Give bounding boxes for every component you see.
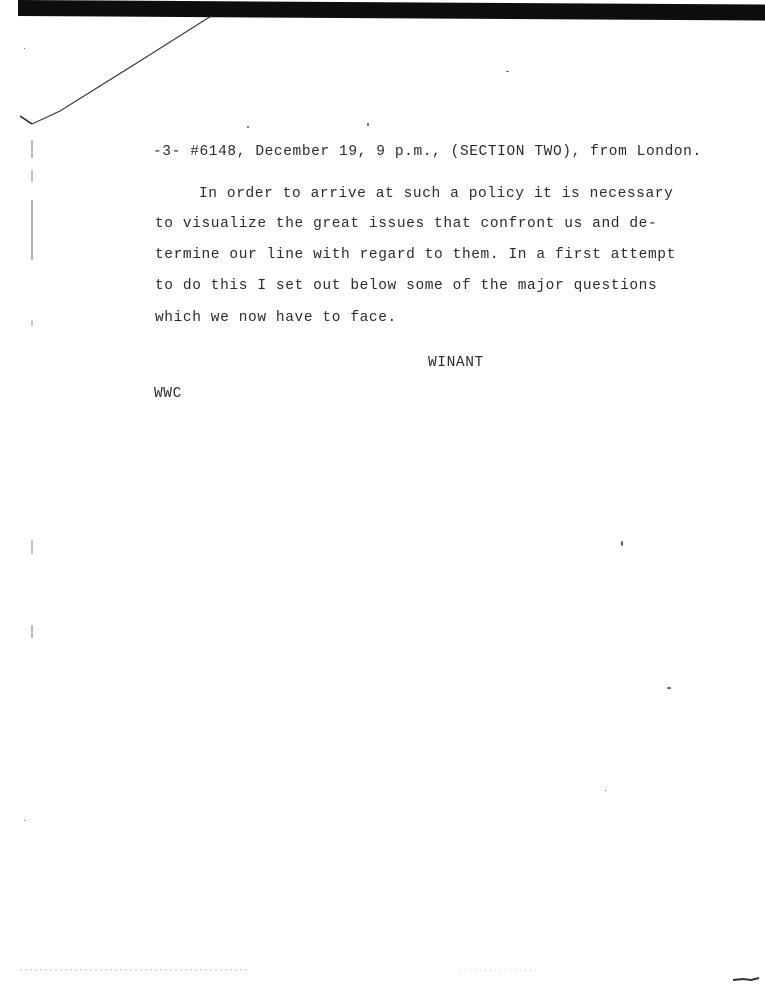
scan-artifact-line [20, 16, 220, 136]
scan-speck [24, 820, 25, 821]
scan-corner-mark [733, 975, 761, 983]
paragraph-line: In order to arrive at such a policy it is necessary [199, 186, 674, 202]
scan-margin-marks [28, 130, 36, 690]
scan-bottom-noise [20, 968, 720, 972]
scan-speck [24, 48, 25, 49]
paragraph-line: termine our line with regard to them. In a first attempt [155, 247, 676, 263]
scan-speck [621, 541, 623, 546]
paragraph-line: to visualize the great issues that confront us and de- [155, 216, 658, 232]
paragraph-line: which we now have to face. [155, 310, 397, 326]
scan-speck [247, 126, 249, 128]
signature: WINANT [428, 355, 484, 371]
scan-speck [605, 790, 606, 791]
typist-initials: WWC [154, 386, 182, 402]
scan-speck [506, 71, 509, 72]
cable-header: -3- #6148, December 19, 9 p.m., (SECTION TWO), from London. [153, 144, 702, 160]
scan-speck [667, 687, 671, 689]
paragraph-line: to do this I set out below some of the major questions [155, 278, 658, 294]
scan-speck [367, 123, 369, 126]
